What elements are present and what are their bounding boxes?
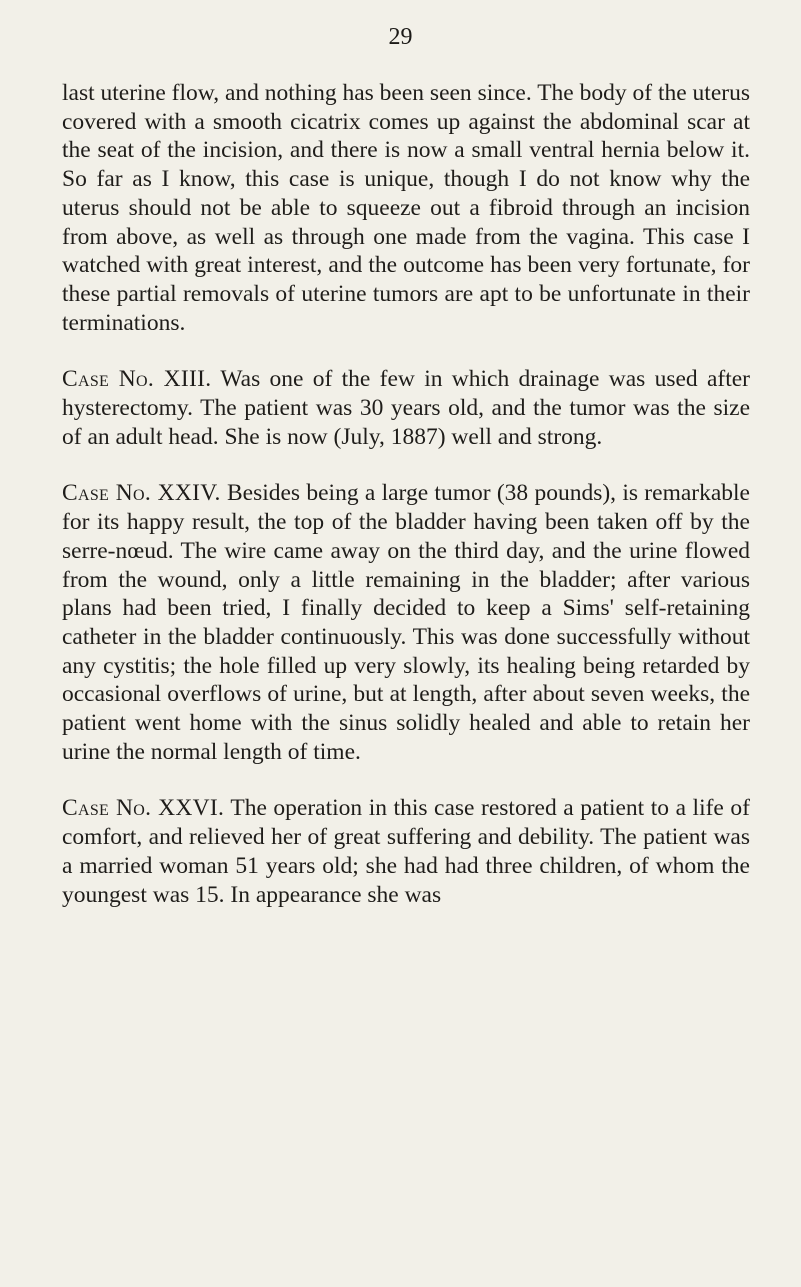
page-body bbox=[62, 79, 750, 909]
paragraph-case-xiii bbox=[62, 365, 750, 451]
paragraph-text: Was one of the few in which drainage was used after hysterectomy. The patient was 30 years old, and the tumor was the size of an adult head. She is now (July, 1887) well and strong. bbox=[62, 366, 750, 450]
page-number: 29 bbox=[388, 24, 413, 50]
paragraph-case-xxvi bbox=[62, 794, 750, 909]
paragraph-text: Besides being a large tumor (38 pounds), is remarkable for its happy result, the top of the bladder having been taken off by the serre-nœud. The wire came away on the third day, and the urine flowed from the wound, only a little remaining in the bladder; after various plans had been tried, I finally decided to keep a Sims' self-retaining catheter in the bladder continuously. This was done successfully without any cystitis; the hole filled up very slowly, its healing being retarded by occasional overflows of urine, but at length, after about seven weeks, the patient went home with the sinus solidly healed and able to retain her urine the normal length of time. bbox=[62, 480, 750, 765]
paragraph-continuation bbox=[62, 79, 750, 337]
paragraph-text: The operation in this case restored a patient to a life of comfort, and relieved her of great suffering and debility. The patient was a married woman 51 years old; she had had three children, of whom the youngest was 15. In appearance she was bbox=[62, 795, 750, 908]
paragraph-text: last uterine flow, and nothing has been seen since. The body of the uterus covered with a smooth cicatrix comes up against the abdominal scar at the seat of the incision, and there is now a small ventral hernia below it. So far as I know, this case is unique, though I do not know why the uterus should not be able to squeeze out a fibroid through an incision from above, as well as through one made from the vagina. This case I watched with great interest, and the outcome has been very fortunate, for these partial removals of uterine tumors are apt to be unfortunate in their terminations. bbox=[62, 80, 750, 336]
case-heading: Case No. XXVI. bbox=[62, 795, 225, 822]
case-heading: Case No. XIII. bbox=[62, 366, 212, 393]
case-heading: Case No. XXIV. bbox=[62, 480, 221, 507]
paragraph-case-xxiv bbox=[62, 479, 750, 766]
